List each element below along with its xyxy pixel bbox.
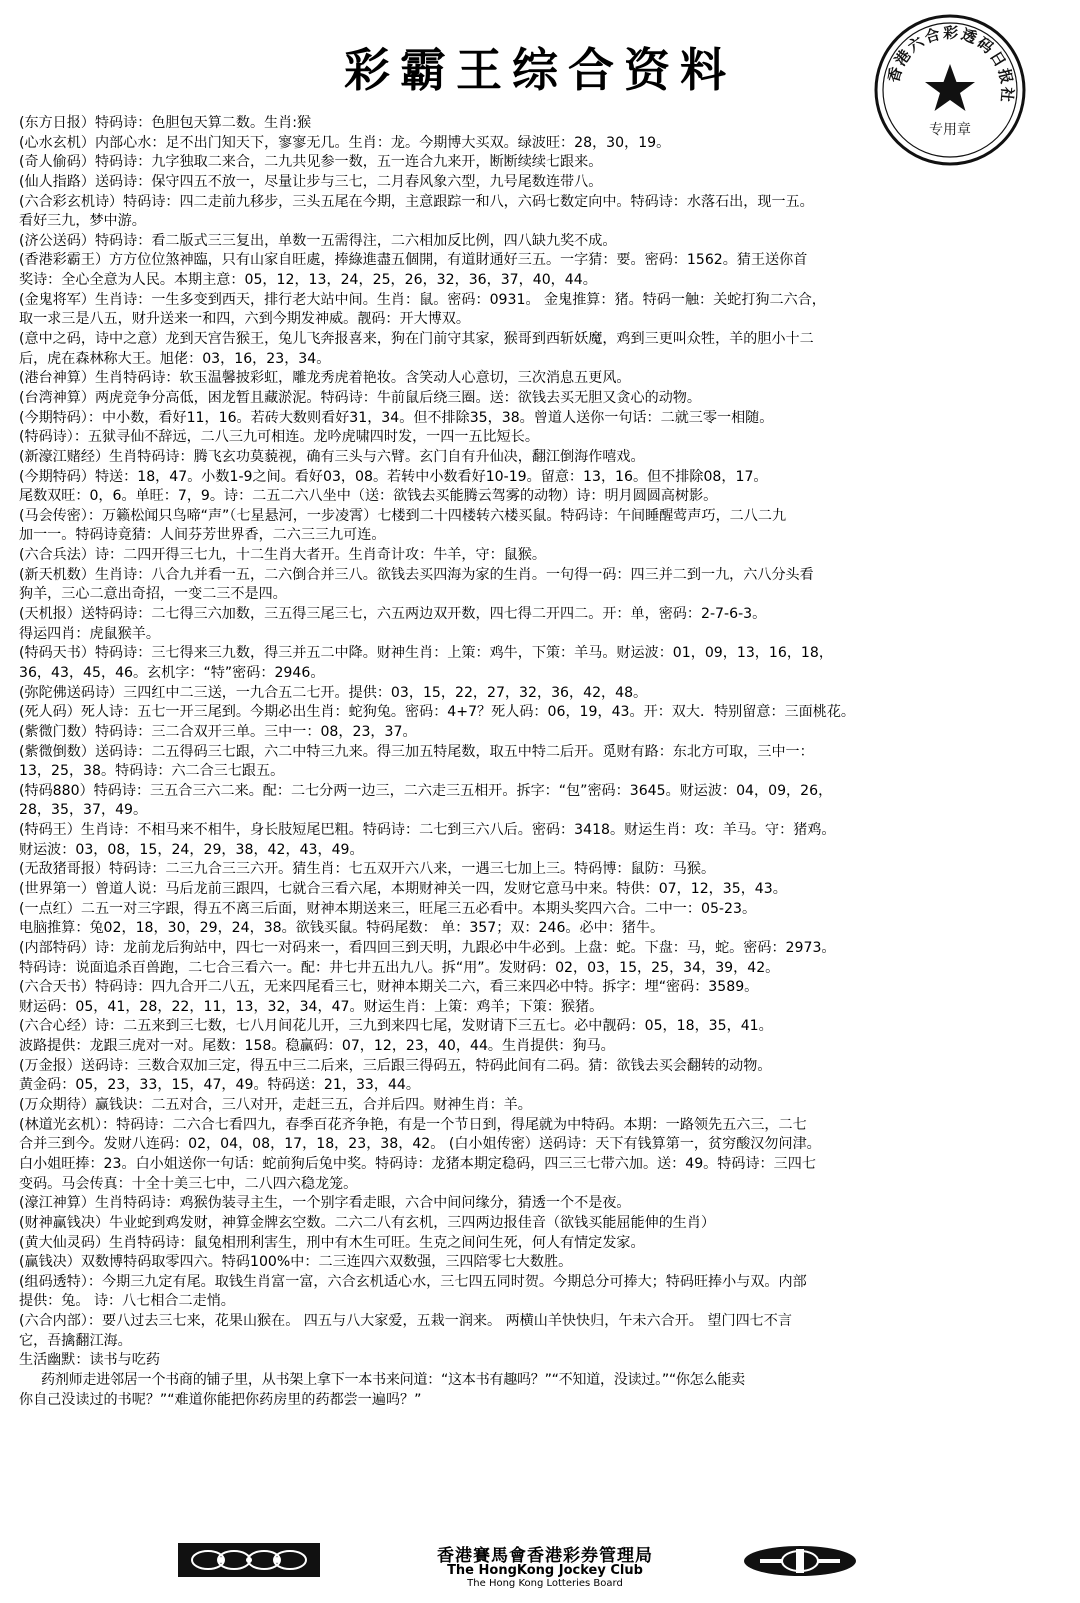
text-line: (金鬼将军）生肖诗：一生多变到西天，排行老大站中间。生肖：鼠。密码：0931。 金鬼推算：猪。特码一触：关蛇打狗二六合，	[19, 291, 826, 308]
seal-ring-text: 香港六合彩透码日报社	[884, 23, 1017, 105]
text-line: 28，35，37，49。	[19, 802, 148, 819]
page-title: 彩霸王综合资料	[344, 43, 736, 97]
text-line: 电脑推算：兔02，18，30，29，24，38。欲钱买鼠。特码尾数： 单：357；双：246。必中：猪牛。	[19, 920, 665, 937]
text-line: (特码天书）特码诗：三七得来三九数，得三并五二中降。财神生肖：上策：鸡牛，下策：羊马。财运波：01，09，13，16，18，	[19, 645, 833, 662]
text-line: 提供：兔。 诗：八七相合二走悄。	[19, 1293, 235, 1310]
text-line: (六合天书）特码诗：四九合开二八五，无来四尾看三七，财神本期关二六，看三来四必中特。拆字：埋“密码：3589。	[19, 979, 759, 996]
text-line: (香港彩霸王）方方位位煞神臨，只有山家自旺處，捧綠進盡五個開，有道財通好三五。一字猜：要。密码：1562。猜王送你首	[19, 252, 808, 269]
star-icon	[925, 64, 975, 111]
content-body	[19, 114, 1059, 1410]
text-line: 加一一。特码诗竟猜：人间芬芳世界香，二六三三九可连。	[19, 527, 386, 544]
text-line: (特码880）特码诗：三五合三六二来。配：二七分两一边三，二六走三五相开。拆字：“包”密码：3645。财运波：04，09，26，	[19, 782, 833, 799]
text-line: (赢钱决）双数博特码取零四六。特码100%中：二三连四六双数强，三四陪零七大数胜。	[19, 1254, 573, 1271]
text-line: (台湾神算）两虎竞争分高低，困龙暂且藏淤泥。特码诗：牛前鼠后绕三圈。送：欲钱去买无胆又贪心的动物。	[19, 389, 701, 406]
text-line: (港台神算）生肖特码诗：软玉温馨披彩虹，雕龙秀虎着艳妆。含笑动人心意切，三次消息五更风。	[19, 370, 631, 387]
text-line: (一点红）二五一对三字跟，得五不离三后面，财神本期送来三，旺尾三五必看中。本期头奖四六合。二中一：05-23。	[19, 900, 757, 917]
text-line: 合并三到今。发财八连码：02，04，08，17，18，23，38，42。 (白小姐传密）送码诗：天下有钱算第一，贫穷酸汉勿问津。	[19, 1136, 821, 1153]
text-line: 它，吾擒翻江海。	[19, 1332, 132, 1349]
text-line: (濠江神算）生肖特码诗：鸡猴伪装寻主生，一个别字看走眼，六合中间问缘分，猜透一个不是夜。	[19, 1195, 631, 1212]
text-line: 奖诗：全心全意为人民。本期主意：05，12，13，24，25，26，32，36，37，40，44。	[19, 272, 597, 289]
text-line: 财运码：05，41，28，22，11，13，32，34，47。财运生肖：上策：鸡羊；下策：猴猪。	[19, 998, 604, 1015]
text-line: (新濠江赌经）生肖特码诗：腾飞玄功莫藐视，确有三头与六臂。玄门自有升仙决，翻江倒海作嘻戏。	[19, 448, 645, 465]
text-line: (心水玄机）内部心水：足不出门知天下，寥寥无几。生肖：龙。今期博大买双。绿波旺：28，30，19。	[19, 134, 671, 151]
jockey-club-logo	[178, 1543, 320, 1577]
text-line: 波路提供：龙跟三虎对一对。尾数：158。稳赢码：07，12，23，40，44。生肖提供：狗马。	[19, 1038, 615, 1055]
text-line: (万金报）送码诗：三数合双加三定，得五中三二后来，三后跟三得码五，特码此间有二码。猜：欲钱去买会翻转的动物。	[19, 1057, 772, 1074]
text-line: (意中之码，诗中之意）龙到天宫告猴王，兔儿飞奔报喜来，狗在门前守其家，猴哥到西斩妖魔，鸡到三更叫众牲，羊的胆小十二	[19, 331, 814, 348]
text-line: 狗羊，三心二意出奇招，一变二三不是四。	[19, 586, 287, 603]
text-line: (天机报）送特码诗：二七得三六加数，三五得三尾三七，六五两边双开数，四七得二开四二。开：单，密码：2-7-6-3。	[19, 606, 767, 623]
text-line: (今期特码）：中小数，看好11，16。若砖大数则看好31，34。但不排除35，38。曾道人送你一句话：二就三零一相随。	[19, 409, 774, 426]
lotteries-emblem-icon	[740, 1543, 860, 1579]
text-line: (六合兵法）诗：二四开得三七九，十二生肖大者开。生肖奇计攻：牛羊，守：鼠猴。	[19, 547, 546, 564]
text-line: 财运波：03，08，15，24，29，38，42，43，49。	[19, 841, 364, 858]
footer-subtitle-en: The Hong Kong Lotteries Board	[467, 1578, 623, 1589]
text-line: (弥陀佛送码诗）三四红中二三送，一九合五二七开。提供：03，15，22，27，32，36，42，48。	[19, 684, 648, 701]
text-line: 特码诗：说面追杀百兽跑，二七合三看六一。配：井七井五出九八。拆“用”。发财码：02，03，15，25，34，39，42。	[19, 959, 780, 976]
text-line: (奇人偷码）特码诗：九字独取二来合，二九共见参一数，五一连合九来开，断断续续七跟来。	[19, 154, 603, 171]
footer-title-en: The HongKong Jockey Club	[447, 1563, 643, 1578]
footer-title-cn: 香港賽馬會香港彩券管理局	[437, 1546, 653, 1566]
text-line: (特码诗）：五狱寻仙不辞远，二八三九可相连。龙吟虎啸四时发，一四一五比短长。	[19, 429, 539, 446]
footer	[0, 1515, 1080, 1603]
text-line: (财神赢钱决）牛业蛇到鸡发财，神算金牌玄空数。二六二八有玄机，三四两边报佳音（欲钱买能屈能伸的生肖）	[19, 1214, 716, 1231]
text-line: 13，25，38。特码诗：六二合三七跟五。	[19, 763, 285, 780]
text-line: (六合彩玄机诗）特码诗：四二走前九移步，三头五尾在今期，主意跟踪一和八，六码七数定向中。特码诗：水落石出，现一五。	[19, 193, 814, 210]
lotteries-board-logo	[740, 1543, 860, 1579]
text-line: (六合内部）：要八过去三七来，花果山猴在。 四五与八大家爱，五栽一润来。 两横山羊快快归，午未六合开。 望门四七不言	[19, 1313, 792, 1330]
text-line: 看好三九，梦中游。	[19, 213, 146, 230]
text-line: 取一求三是八五，财升送来一和四，六到今期发神威。靓码：开大博双。	[19, 311, 470, 328]
text-line: (世界第一）曾道人说：马后龙前三跟四，七就合三看六尾，本期财神关一四，发财它意马中来。特供：07，12，35，43。	[19, 880, 787, 897]
text-line: (黄大仙灵码）生肖特码诗：鼠兔相刑利害生，刑中有木生可旺。生克之间问生死，何人有情定发家。	[19, 1234, 645, 1251]
jockey-club-emblem-icon	[178, 1543, 320, 1577]
text-line: 36，43，45，46。玄机字：“特”密码：2946。	[19, 664, 325, 681]
text-line: (特码王）生肖诗：不相马来不相牛，身长肢短尾巴粗。特码诗：二七到三六八后。密码：3418。财运生肖：攻：羊马。守：猪鸡。	[19, 822, 836, 839]
text-line: 后，虎在森林称大王。旭佬：03，16，23，34。	[19, 350, 331, 367]
text-line: (今期特码）特送：18，47。小数1-9之间。看好03，08。若转中小数看好10-19。留意：13，16。但不排除08，17。	[19, 468, 768, 485]
text-line: (死人码）死人诗：五七一开三尾到。今期必出生肖：蛇狗兔。密码：4+7？死人码：06，19，43。开：双大．特别留意：三面桃花。	[19, 704, 856, 721]
text-line: (万众期待）赢钱诀：二五对合，三八对开，走赶三五，合并后四。财神生肖：羊。	[19, 1097, 532, 1114]
text-line: (仙人指路）送码诗：保守四五不放一，尽量让步与三七，二月春风象六型，九号尾数连带八。	[19, 173, 603, 190]
text-line: (紫微倒数）送码诗：二五得码三七跟，六二中特三九来。得三加五特尾数，取五中特二后开。觅财有路：东北方可取，三中一：	[19, 743, 814, 760]
text-line: (无敌猪哥报）特码诗：二三九合三三六开。猜生肖：七五双开六八来，一遇三七加上三。特码博：鼠防：马猴。	[19, 861, 716, 878]
seal-center-text: 专用章	[929, 122, 971, 138]
text-line: 尾数双旺：0，6。单旺：7，9。诗：二五二六八坐中（送：欲钱去买能腾云驾雾的动物）诗：明月圆圆高树影。	[19, 488, 718, 505]
text-line: (马会传密）：万籁松闻只鸟啼“声”（七星悬河，一步凌霄）七楼到二十四楼转六楼买鼠。特码诗：午间睡醒莺声巧，二八二九	[19, 507, 787, 524]
text-line: 白小姐旺捧：23。白小姐送你一句话：蛇前狗后兔中奖。特码诗：龙猪本期定稳码，四三三七带六加。送：49。特码诗：三四七	[19, 1155, 816, 1172]
text-line: (新天机数）生肖诗：八合九并看一五，二六倒合并三八。欲钱去买四海为家的生肖。一句得一码：四三并二到一九，六八分头看	[19, 566, 814, 583]
text-line: 你自己没读过的书呢？”“难道你能把你药房里的药都尝一遍吗？”	[19, 1391, 422, 1408]
text-line: 得运四肖：虎鼠猴羊。	[19, 625, 160, 642]
text-line: 药剂师走进邻居一个书商的铺子里，从书架上拿下一本书来问道：“这本书有趣吗？”“不知道，没读过。”“你怎么能卖	[41, 1372, 745, 1388]
text-line: 生活幽默：读书与吃药	[19, 1352, 160, 1369]
text-line: (内部特码）诗：龙前龙后狗站中，四七一对码来一，看四回三到天明，九跟必中牛必到。上盘：蛇。下盘：马，蛇。密码：2973。	[19, 939, 836, 956]
text-line: (组码透特）：今期三九定有尾。取钱生肖富一富，六合玄机适心水，三七四五同时贺。今期总分可捧大；特码旺捧小与双。内部	[19, 1273, 807, 1290]
text-line: (六合心经）诗：二五来到三七数，七八月间花儿开，三九到来四七尾，发财请下三五七。必中靓码：05，18，35，41。	[19, 1018, 773, 1035]
text-line: (紫微门数）特码诗：三二合双开三单。三中一：08，23，37。	[19, 723, 417, 740]
text-line: 黄金码：05，23，33，15，47，49。特码送：21，33，44。	[19, 1077, 420, 1094]
text-line: (东方日报）特码诗：色胆包天算二数。生肖:猴	[19, 115, 312, 131]
text-line: (林道光玄机）：特码诗：二六合七看四九，春季百花齐争艳，有是一个节日到，得尾就为中特码。本期：一路领先五六三，二七	[19, 1116, 807, 1133]
text-line: (济公送码）特码诗：看二版式三三复出，单数一五需得注，二六相加反比例，四八缺九奖不成。	[19, 232, 617, 249]
text-line: 变码。马会传真：十全十美三七中，二八四六稳龙笼。	[19, 1175, 358, 1192]
